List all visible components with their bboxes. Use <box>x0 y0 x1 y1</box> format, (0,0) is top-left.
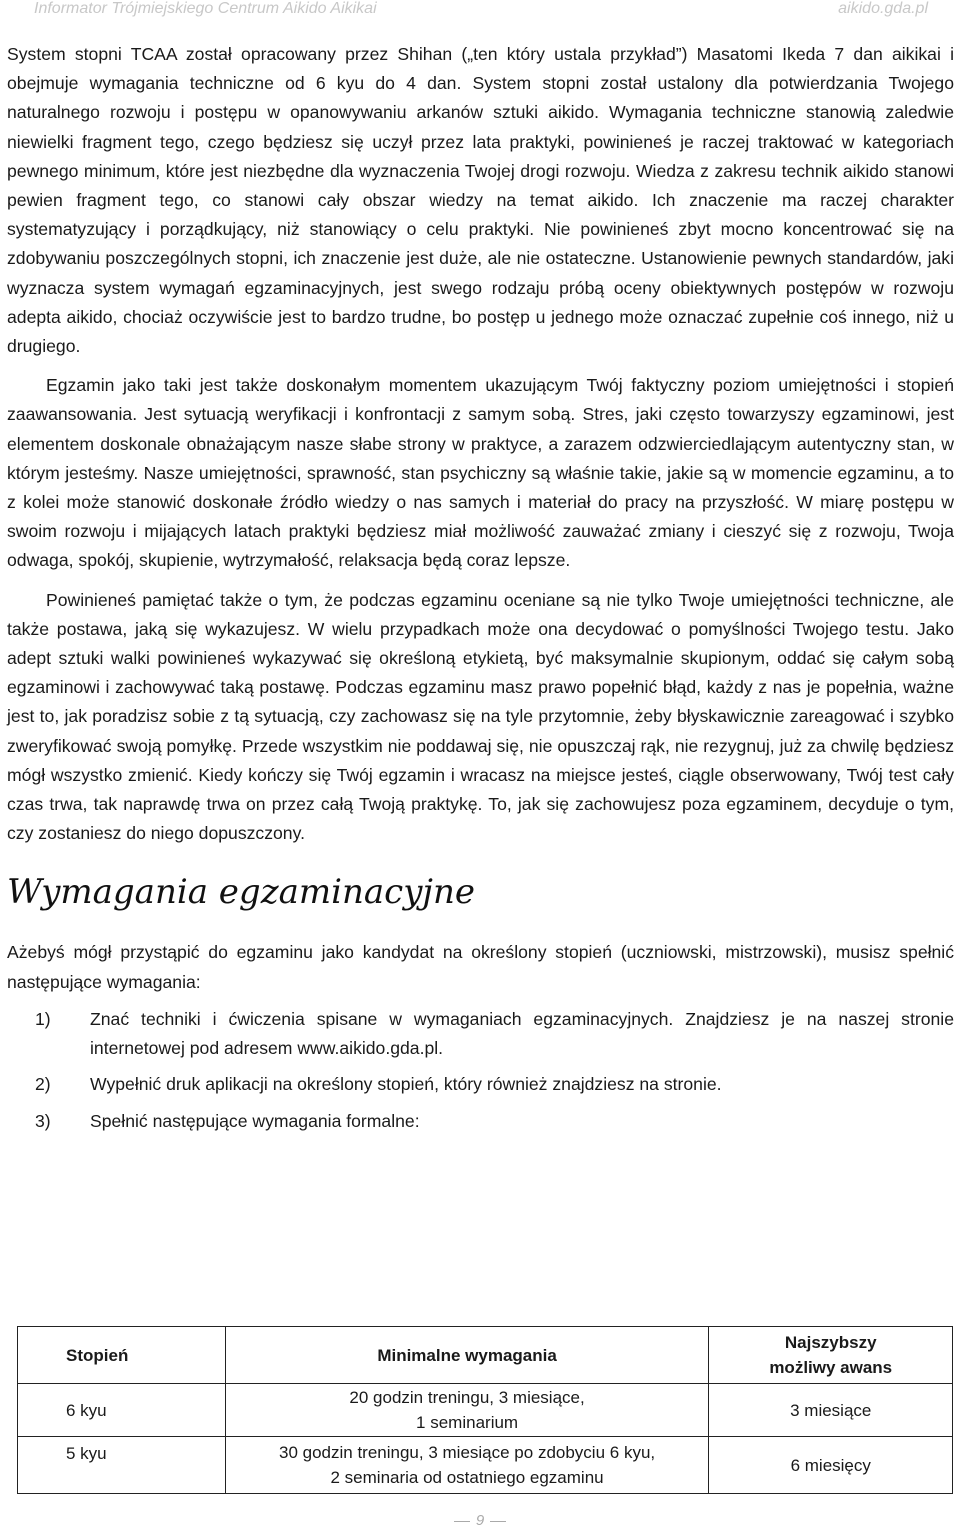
list-text: Wypełnić druk aplikacji na określony stopień, który również znajdziesz na stronie. <box>90 1074 722 1095</box>
paragraph-requirements-intro: Ażebyś mógł przystąpić do egzaminu jako kandydat na określony stopień (uczniowski, mistrzowski), musisz spełnić następujące wymagania: <box>7 942 954 992</box>
header-grade: Stopień <box>18 1327 226 1384</box>
list-item <box>7 1005 954 1063</box>
table-row <box>18 1384 953 1437</box>
list-number: 2) <box>35 1074 51 1095</box>
page-footer <box>0 1512 960 1529</box>
list-item <box>7 1107 954 1136</box>
page-header <box>0 0 960 24</box>
paragraph-grading-system: System stopni TCAA został opracowany przez Shihan („ten który ustala przykład”) Masatomi Ikeda 7 dan aikikai i obejmuje wymagania techniczne od 6 kyu do 4 dan. System stopni został ustalony dla potwierdzania Twojego naturalnego rozwoju i postępu w opanowywaniu arkanów sztuki aikido. Wymagania techniczne stanowią zaledwie niewielki fragment tego, czego będziesz się uczył przez lata praktyki, powinieneś je raczej traktować w kategoriach pewnego minimum, które jest niezbędne dla wyznaczenia Twojej drogi rozwoju. Wiedza z zakresu technik aikido stanowi pewien fragment tego, co stanowi cały obszar wiedzy na temat aikido. Ich znaczenie ma raczej charakter systematyzujący i porządkujący, niż stanowiący o celu praktyki. Nie powinieneś zbyt mocno koncentrować się na zdobywaniu poszczególnych stopni, ich znaczenie jest duże, ale nie ostateczne. Ustanowienie pewnych standardów, jaki wyznacza system wymagań egzaminacyjnych, jest swego rodzaju próbą oceny obiektywnych postępów w rozwoju adepta aikido, chociaż oczywiście jest to bardzo trudne, bo postęp u jednego może oznaczać zupełnie coś innego, niż u drugiego. <box>7 44 954 357</box>
section-heading: Wymagania egzaminacyjne <box>7 872 475 913</box>
header-fastest-advance: Najszybszy możliwy awans <box>709 1327 953 1384</box>
paragraph-exam-attitude: Powinieneś pamiętać także o tym, że podczas egzaminu oceniane są nie tylko Twoje umiejętności techniczne, ale także postawa, jaką się wykazujesz. W wielu przypadkach może ona decydować o pomyślności Twojego testu. Jako adept sztuki walki powinieneś wykazywać się określoną etykietą, być maksymalnie skupionym, oddać się całym sobą egzaminowi i zachowywać taką postawę. Podczas egzaminu masz prawo popełnić błąd, każdy z nas je popełnia, ważne jest to, jak poradzisz sobie z tą sytuacją, czy zachowasz się na tyle przytomnie, żeby błyskawicznie zareagować i szybko zweryfikować swoją pomyłkę. Przede wszystkim nie poddawaj się, nie opuszczaj rąk, nie rezygnuj, już za chwilę będziesz mógł wszystko zmienić. Kiedy kończy się Twój egzamin i wracasz na miejsce jesteś, ciągle obserwowany, Twój test cały czas trwa, tak naprawdę trwa on przez całą Twoją praktykę. To, jak się zachowujesz poza egzaminem, decyduje o tym, czy zostaniesz do niego dopuszczony. <box>7 589 954 844</box>
table-header-row <box>18 1327 953 1384</box>
page-content <box>7 40 954 1143</box>
paragraph-exam-moment: Egzamin jako taki jest także doskonałym momentem ukazującym Twój faktyczny poziom umiejętności i stopień zaawansowania. Jest sytuacją weryfikacji i konfrontacji z samym sobą. Stres, jaki często towarzyszy egzaminowi, jest elementem doskonale obnażającym nasze słabe strony w praktyce, a zarazem odzwierciedlającym autentyczny stan, w którym jesteśmy. Nasze umiejętności, sprawność, stan psychiczny są właśnie takie, jakie są w momencie egzaminu, a to z kolei może stanowić doskonałe źródło wiedzy o nas samych i materiał do pracy na przyszłość. W miarę postępu w swoim rozwoju i mijających latach praktyki będziesz miał możliwość zauważać zmiany i cieszyć się z rozwoju, Twoja odwaga, spokój, skupienie, wytrzymałość, relaksacja będą coraz lepsze. <box>7 375 954 571</box>
header-title: Informator Trójmiejskiego Centrum Aikido Aikikai <box>34 0 377 17</box>
list-item <box>7 1070 954 1099</box>
header-website: aikido.gda.pl <box>838 0 928 17</box>
cell-advance: 3 miesiące <box>709 1384 953 1437</box>
list-number: 1) <box>35 1008 51 1029</box>
cell-grade: 6 kyu <box>18 1384 226 1437</box>
page-number: 9 <box>475 1512 485 1529</box>
cell-requirements: 30 godzin treningu, 3 miesiące po zdobyciu 6 kyu, 2 seminaria od ostatniego egzaminu <box>225 1437 709 1494</box>
cell-grade: 5 kyu <box>18 1437 226 1494</box>
requirements-table <box>17 1326 953 1494</box>
table-row <box>18 1437 953 1494</box>
cell-advance: 6 miesięcy <box>709 1437 953 1494</box>
list-number: 3) <box>35 1110 51 1131</box>
footer-dash-left <box>454 1521 470 1522</box>
list-text: Znać techniki i ćwiczenia spisane w wymaganiach egzaminacyjnych. Znajdziesz je na naszej stronie internetowej pod adresem www.aikido.gda.pl. <box>90 1008 954 1059</box>
list-text: Spełnić następujące wymagania formalne: <box>90 1110 420 1131</box>
requirements-list <box>7 1005 954 1136</box>
cell-requirements: 20 godzin treningu, 3 miesiące, 1 seminarium <box>225 1384 709 1437</box>
footer-dash-right <box>490 1521 506 1522</box>
header-minimum-requirements: Minimalne wymagania <box>225 1327 709 1384</box>
